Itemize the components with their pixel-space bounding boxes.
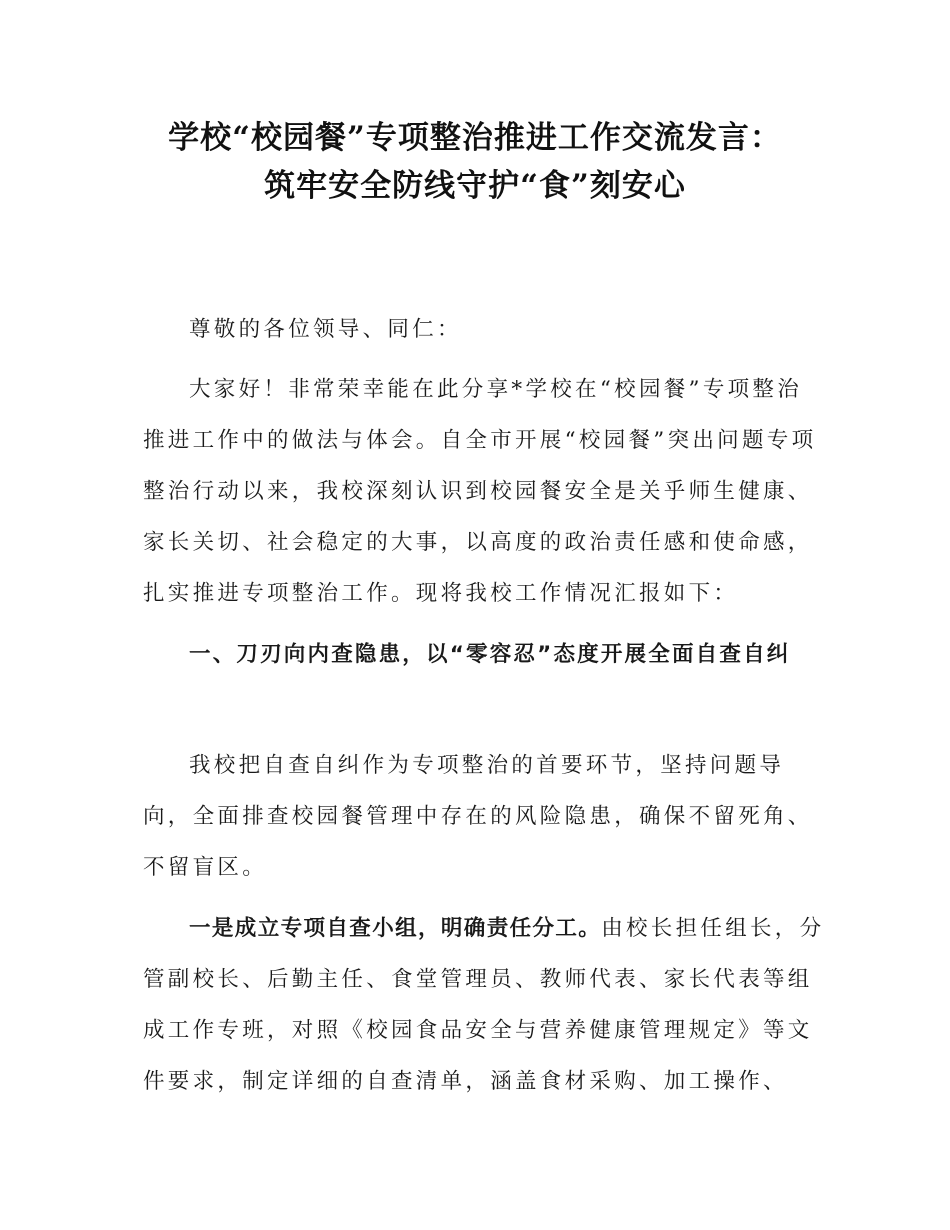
point-1-body: 由校长担任组长，分管副校长、后勤主任、食堂管理员、教师代表、家长代表等组成工作专班，对照《校园食品安全与营养健康管理规定》等文件要求，制定详细的自查清单，涵盖食材采购、加工操作、	[143, 916, 825, 1094]
intro-paragraph: 大家好！非常荣幸能在此分享*学校在“校园餐”专项整治推进工作中的做法与体会。自全市开展“校园餐”突出问题专项整治行动以来，我校深刻认识到校园餐安全是关乎师生健康、家长关切、社会稳定的大事，以高度的政治责任感和使命感，扎实推进专项整治工作。现将我校工作情况汇报如下：	[143, 377, 817, 606]
greeting-paragraph: 尊敬的各位领导、同仁：	[189, 317, 462, 342]
point-1-paragraph	[143, 903, 825, 1107]
document-title-line-1: 学校“校园餐”专项整治推进工作交流发言：	[168, 120, 782, 156]
section-1-body-paragraph: 我校把自查自纠作为专项整治的首要环节，坚持问题导向，全面排查校园餐管理中存在的风险隐患，确保不留死角、不留盲区。	[143, 753, 813, 880]
point-1-lead: 一是成立专项自查小组，明确责任分工。	[189, 916, 602, 941]
section-1-heading: 一、刀刃向内查隐患，以“零容忍”态度开展全面自查自纠	[189, 642, 791, 667]
document-title-line-2: 筑牢安全防线守护“食”刻安心	[264, 168, 686, 204]
